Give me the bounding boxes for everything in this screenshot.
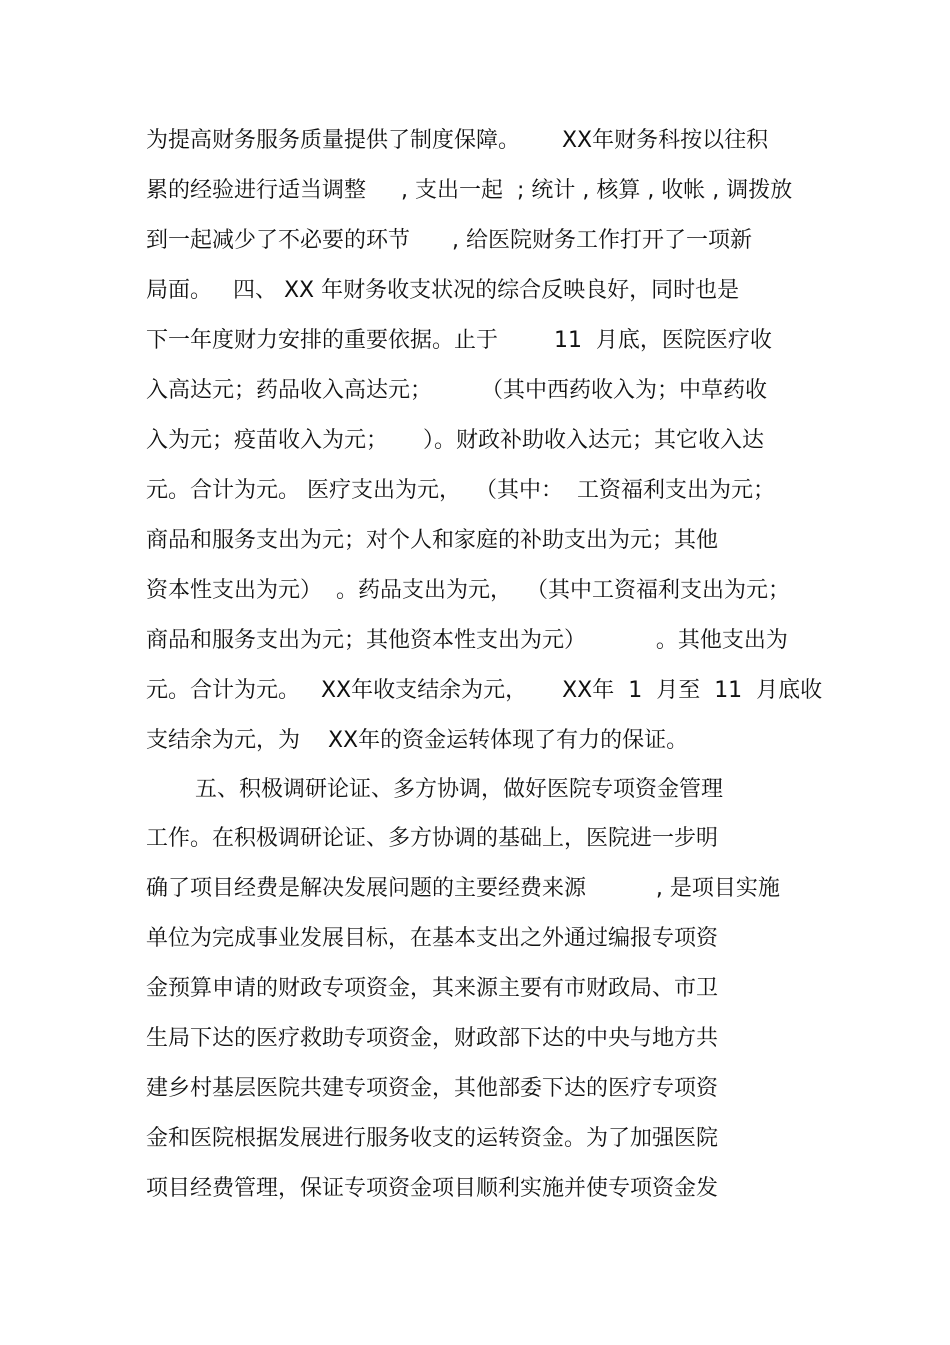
text-line-13: 支结余为元，为 XX年的资金运转体现了有力的保证。 bbox=[146, 728, 689, 753]
text-line-3: 到一起减少了不必要的环节 , 给医院财务工作打开了一项新 bbox=[146, 228, 752, 253]
text-line-10: 资本性支出为元） 。药品支出为元， （其中工资福利支出为元； bbox=[146, 578, 790, 603]
text-line-8: 元。合计为元。 医疗支出为元， （其中： 工资福利支出为元； bbox=[146, 478, 775, 503]
text-line-1: 为提高财务服务质量提供了制度保障。 XX年财务科按以往积 bbox=[146, 128, 769, 153]
text-line-4: 局面。 四、 XX 年财务收支状况的综合反映良好，同时也是 bbox=[146, 278, 740, 303]
text-line-16: 确了项目经费是解决发展问题的主要经费来源 , 是项目实施 bbox=[146, 876, 780, 901]
text-line-11: 商品和服务支出为元；其他资本性支出为元） 。其他支出为 bbox=[146, 628, 788, 653]
text-line-7: 入为元；疫苗收入为元； ）。财政补助收入达元；其它收入达 bbox=[146, 428, 764, 453]
text-line-12: 元。合计为元。 XX年收支结余为元， XX年 1 月至 11 月底收 bbox=[146, 678, 823, 703]
section-heading-5: 五、积极调研论证、多方协调，做好医院专项资金管理 bbox=[195, 777, 724, 802]
text-line-5: 下一年度财力安排的重要依据。止于 11 月底，医院医疗收 bbox=[146, 328, 772, 353]
text-line-9: 商品和服务支出为元；对个人和家庭的补助支出为元；其他 bbox=[146, 528, 719, 553]
text-line-2: 累的经验进行适当调整 , 支出一起 ; 统计 , 核算 , 收帐 , 调拨放 bbox=[146, 178, 793, 203]
text-line-15: 工作。在积极调研论证、多方协调的基础上，医院进一步明 bbox=[146, 826, 719, 851]
text-line-18: 金预算申请的财政专项资金，其来源主要有市财政局、市卫 bbox=[146, 976, 719, 1001]
text-line-20: 建乡村基层医院共建专项资金，其他部委下达的医疗专项资 bbox=[146, 1076, 719, 1101]
text-line-6: 入高达元；药品收入高达元； （其中西药收入为；中草药收 bbox=[146, 378, 767, 403]
text-line-19: 生局下达的医疗救助专项资金，财政部下达的中央与地方共 bbox=[146, 1026, 719, 1051]
text-line-22: 项目经费管理，保证专项资金项目顺利实施并使专项资金发 bbox=[146, 1176, 719, 1201]
text-line-17: 单位为完成事业发展目标，在基本支出之外通过编报专项资 bbox=[146, 926, 719, 951]
text-line-21: 金和医院根据发展进行服务收支的运转资金。为了加强医院 bbox=[146, 1126, 719, 1151]
